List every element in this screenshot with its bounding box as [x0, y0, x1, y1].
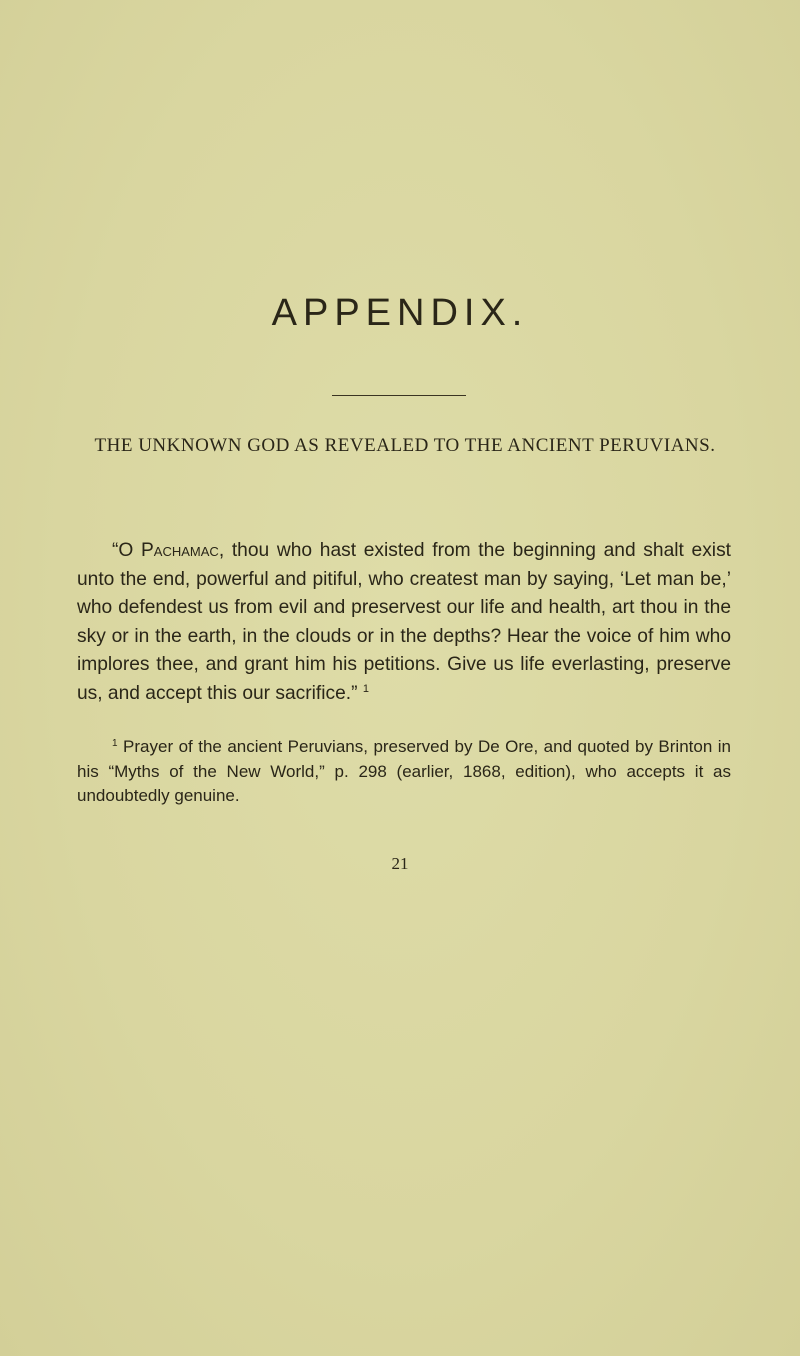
- footnote: [77, 735, 731, 809]
- footnote-marker: 1: [112, 738, 118, 749]
- prayer-paragraph: [77, 537, 731, 709]
- footnote-text: Prayer of the ancient Peruvians, preserved by De Ore, and quoted by Brinton in his “Myths of the New World,” p. 298 (earlier, 1868, edition), who accepts it as undoubtedly genuine.: [77, 737, 731, 805]
- footnote-reference: 1: [362, 682, 369, 695]
- divider-rule: [332, 395, 466, 396]
- section-subtitle: THE UNKNOWN GOD AS REVEALED TO THE ANCIENT PERUVIANS.: [94, 435, 716, 456]
- appendix-heading: APPENDIX.: [271, 292, 529, 334]
- prayer-address-name: O Pachamac,: [118, 540, 225, 561]
- page-number: 21: [391, 854, 409, 873]
- open-quote: “: [112, 540, 119, 561]
- prayer-text: thou who hast existed from the beginning and shalt exist unto the end, powerful and pitiful, who createst man by saying, ‘Let man be,’ who defendest us from evil and preservest our life and health, art thou in the sky or in the earth, in the clouds or in the depths? Hear the voice of him who implores thee, and grant him his petitions. Give us life everlasting, preserve us, and accept this our sacrifice.”: [77, 540, 731, 704]
